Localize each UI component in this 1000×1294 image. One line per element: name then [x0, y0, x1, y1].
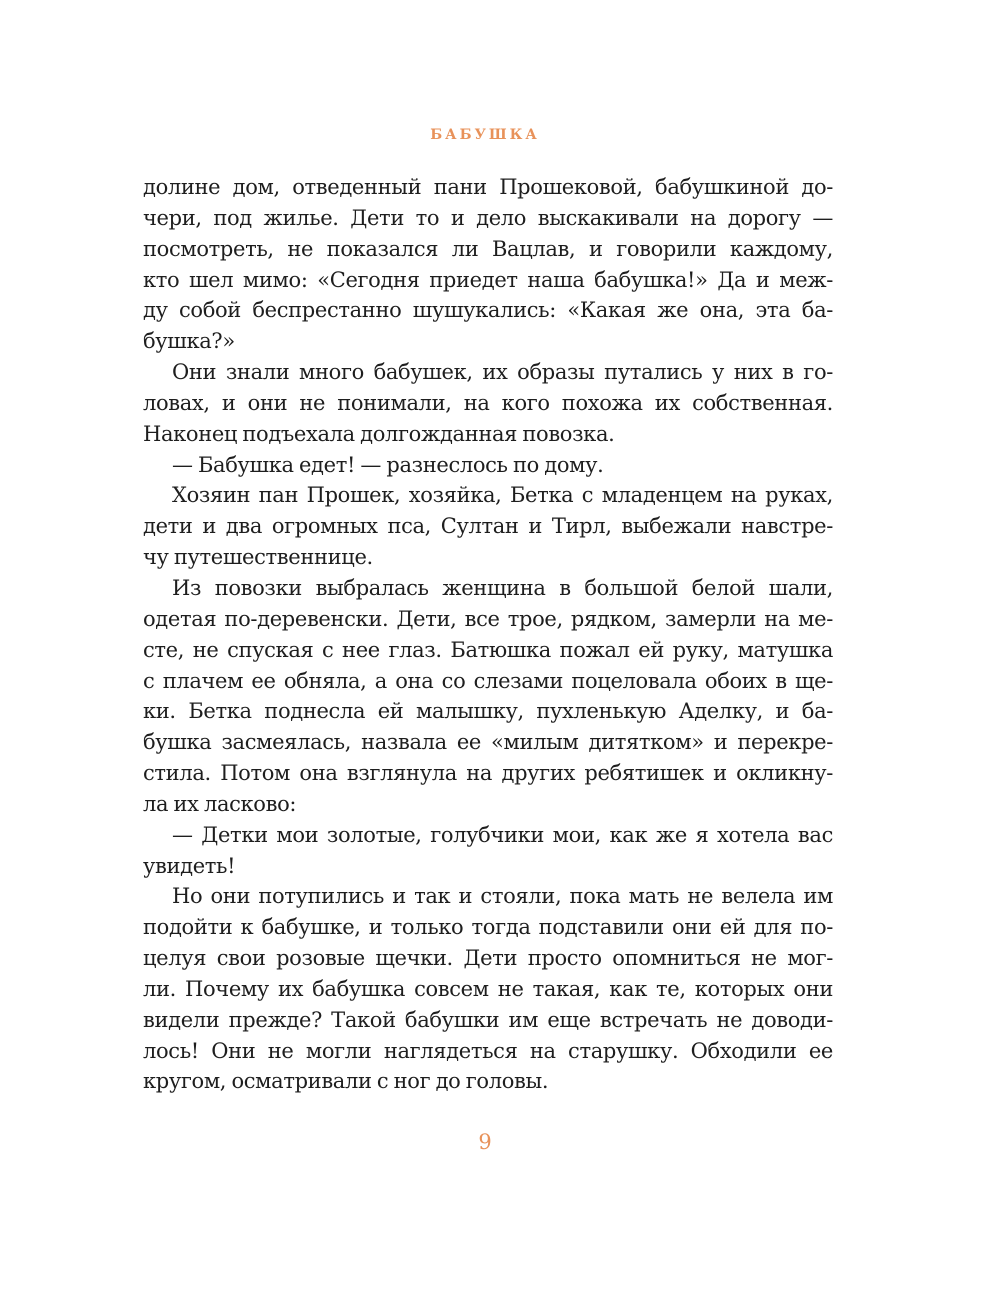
- text-line: чери, под жилье. Дети то и дело выскакивали на дорогу —: [143, 205, 833, 230]
- text-line: бушка?»: [143, 329, 235, 354]
- text-line: ловах, и они не понимали, на кого похожа их собственная.: [143, 390, 833, 415]
- text-line: Хозяин пан Прошек, хозяйка, Бетка с младенцем на руках,: [172, 483, 833, 508]
- text-line: бушка засмеялась, назвала ее «милым дитятком» и перекре-: [143, 730, 833, 755]
- text-line: Наконец подъехала долгожданная повозка.: [143, 421, 615, 446]
- page-body-text: [143, 172, 833, 1097]
- text-line: стила. Потом она взглянула на других ребятишек и окликну-: [143, 761, 833, 786]
- running-head-title: БАБУШКА: [430, 127, 540, 143]
- text-line: Но они потупились и так и стояли, пока мать не велела им: [172, 884, 833, 909]
- text-line: посмотреть, не показался ли Вацлав, и говорили каждому,: [143, 236, 833, 261]
- text-line: кругом, осматривали с ног до головы.: [143, 1069, 549, 1094]
- text-line: подойти к бабушке, и только тогда подставили они ей для по-: [143, 915, 833, 940]
- text-line: ли. Почему их бабушка совсем не такая, как те, которых они: [143, 976, 833, 1001]
- page-number: 9: [478, 1130, 492, 1154]
- text-line: одетая по-деревенски. Дети, все трое, рядком, замерли на ме-: [143, 606, 833, 631]
- text-line: лось! Они не могли наглядеться на старушку. Обходили ее: [143, 1038, 833, 1063]
- text-line: — Бабушка едет! — разнеслось по дому.: [172, 452, 604, 477]
- text-line: долине дом, отведенный пани Прошековой, бабушкиной до-: [143, 175, 833, 199]
- text-line: ду собой беспрестанно шушукались: «Какая же она, эта ба-: [143, 298, 833, 323]
- text-line: сте, не спуская с нее глаз. Батюшка пожал ей руку, матушка: [143, 637, 833, 662]
- text-line: видели прежде? Такой бабушки им еще встречать не доводи-: [143, 1007, 833, 1032]
- text-line: кто шел мимо: «Сегодня приедет наша бабушка!» Да и меж-: [143, 267, 833, 292]
- text-line: ла их ласково:: [143, 791, 297, 816]
- text-line: увидеть!: [143, 853, 236, 878]
- text-line: дети и два огромных пса, Султан и Тирл, выбежали навстре-: [143, 514, 833, 539]
- text-line: целуя свои розовые щечки. Дети просто опомниться не мог-: [143, 946, 833, 971]
- text-line: чу путешественнице.: [143, 545, 373, 570]
- text-line: ки. Бетка поднесла ей малышку, пухленькую Аделку, и ба-: [143, 699, 833, 724]
- text-line: с плачем ее обняла, а она со слезами поцеловала обоих в ще-: [143, 668, 833, 693]
- text-line: — Детки мои золотые, голубчики мои, как же я хотела вас: [172, 822, 833, 847]
- text-line: Из повозки выбралась женщина в большой белой шали,: [172, 575, 833, 600]
- text-line: Они знали много бабушек, их образы путались у них в го-: [172, 360, 833, 385]
